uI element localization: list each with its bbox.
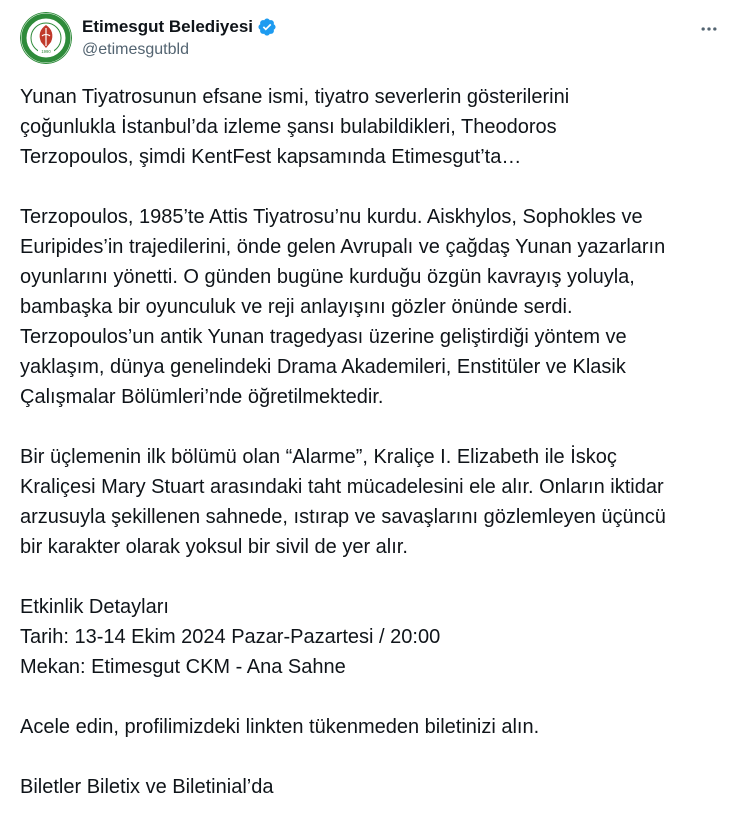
text-line: Bir üçlemenin ilk bölümü olan “Alarme”, Kraliçe I. Elizabeth ile İskoç	[20, 446, 617, 468]
text-line: Kraliçesi Mary Stuart arasındaki taht mücadelesini ele alır. Onların iktidar	[20, 476, 664, 498]
tweet-paragraph	[20, 592, 726, 682]
tweet-paragraph	[20, 82, 726, 172]
text-line: yaklaşım, dünya genelindeki Drama Akademileri, Enstitüler ve Klasik	[20, 356, 626, 378]
text-line: Terzopoulos, 1985’te Attis Tiyatrosu’nu kurdu. Aiskhylos, Sophokles ve	[20, 206, 643, 228]
text-line: Terzopoulos, şimdi KentFest kapsamında Etimesgut’ta…	[20, 146, 522, 168]
tweet-paragraph	[20, 772, 726, 802]
text-line: Euripides’in trajedilerini, önde gelen Avrupalı ve çağdaş Yunan yazarların	[20, 236, 666, 258]
author-identity	[82, 17, 277, 59]
tweet-paragraph	[20, 442, 726, 562]
tweet-paragraph	[20, 202, 726, 412]
avatar-year: 1990	[41, 49, 51, 55]
text-line: Acele edin, profilimizdeki linkten tükenmeden biletinizi alın.	[20, 716, 540, 738]
tweet-text	[20, 82, 726, 813]
author-handle[interactable]: @etimesgutbld	[82, 41, 189, 58]
name-row	[82, 17, 277, 37]
avatar[interactable]	[20, 12, 72, 64]
more-options-button[interactable]	[692, 12, 726, 46]
text-line: Biletler Biletix ve Biletinial’da	[20, 776, 274, 798]
more-horizontal-icon	[699, 19, 719, 39]
author-name[interactable]: Etimesgut Belediyesi	[82, 17, 254, 36]
text-line: bambaşka bir oyunculuk ve reji anlayışını gözler önünde serdi.	[20, 296, 573, 318]
text-line: Yunan Tiyatrosunun efsane ismi, tiyatro severlerin gösterilerini	[20, 86, 570, 108]
tweet-paragraph	[20, 712, 726, 742]
text-line: arzusuyla şekillenen sahnede, ıstırap ve savaşlarını gözlemleyen üçüncü	[20, 506, 666, 528]
text-line: oyunlarını yönetti. O günden bugüne kurduğu özgün kavrayış yoluyla,	[20, 266, 635, 288]
verified-badge-icon[interactable]	[257, 17, 277, 37]
tweet-header	[20, 10, 726, 66]
text-line: bir karakter olarak yoksul bir sivil de yer alır.	[20, 536, 408, 558]
municipality-logo-icon	[20, 12, 72, 64]
text-line: Tarih: 13-14 Ekim 2024 Pazar-Pazartesi / 20:00	[20, 626, 441, 648]
text-line: Etkinlik Detayları	[20, 596, 169, 618]
text-line: çoğunlukla İstanbul’da izleme şansı bulabildikleri, Theodoros	[20, 116, 557, 138]
text-line: Mekan: Etimesgut CKM - Ana Sahne	[20, 656, 346, 678]
text-line: Çalışmalar Bölümleri’nde öğretilmektedir.	[20, 386, 384, 408]
text-line: Terzopoulos’un antik Yunan tragedyası üzerine geliştirdiği yöntem ve	[20, 326, 627, 348]
